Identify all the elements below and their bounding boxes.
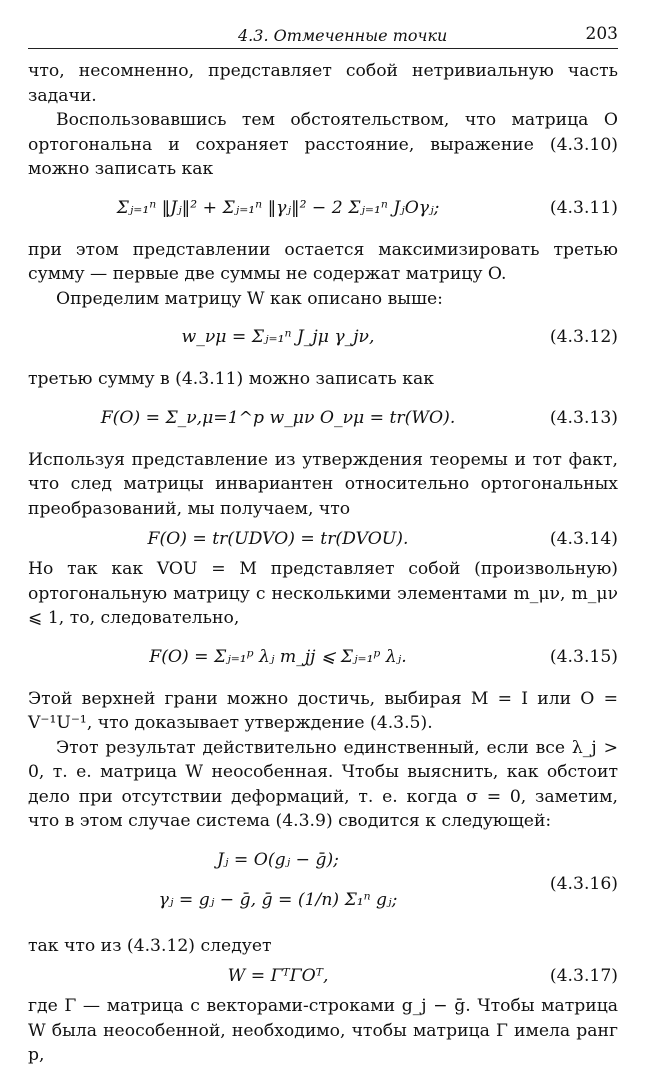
paragraph: Определим матрицу W как описано выше: — [56, 288, 443, 309]
equation-4-3-15 — [28, 633, 618, 685]
equation-4-3-12 — [28, 313, 618, 365]
equation-number: (4.3.14) — [549, 529, 618, 549]
page-body — [28, 59, 618, 1068]
paragraph: где Γ — матрица с векторами-строками g_j − ḡ. Чтобы матрица W была неособенной, необходимо, чтобы матрица Γ имела ранг p, — [28, 996, 618, 1065]
paragraph: Но так как VOU = M представляет собой (произвольную) ортогональную матрицу с несколькими элементами m_μν, m_μν ⩽ 1, то, следовательно, — [28, 559, 618, 628]
paragraph: так что из (4.3.12) следует — [28, 935, 272, 956]
equation-formula — [28, 840, 528, 920]
paragraph: Воспользовавшись тем обстоятельством, что матрица O ортогональна и сохраняет расстояние, выражение (4.3.10) можно записать как — [28, 110, 618, 179]
equation-number: (4.3.17) — [549, 966, 618, 986]
equation-formula: F(O) = Σ_ν,μ=1^p w_μν O_νμ = tr(WO). — [100, 407, 456, 428]
equation-line: γⱼ = gⱼ − ḡ, ḡ = (1/n) Σ₁ⁿ gⱼ; — [158, 889, 398, 910]
paragraph: что, несомненно, представляет собой нетривиальную часть задачи. — [28, 61, 618, 106]
equation-number: (4.3.15) — [549, 646, 618, 667]
equation-formula: w_νμ = Σⱼ₌₁ⁿ J_jμ γ_jν, — [181, 327, 375, 347]
equation-number: (4.3.16) — [549, 873, 618, 894]
equation-line: Jⱼ = O(gⱼ − ḡ); — [217, 849, 339, 870]
equation-4-3-13 — [28, 394, 618, 446]
equation-number: (4.3.13) — [549, 407, 618, 428]
page-number: 203 — [585, 24, 618, 44]
book-page — [28, 22, 618, 1068]
equation-number: (4.3.11) — [549, 197, 618, 218]
equation-formula: W = ΓᵀΓOᵀ, — [227, 966, 329, 986]
equation-number: (4.3.12) — [549, 327, 618, 347]
equation-formula: F(O) = Σⱼ₌₁ᵖ λⱼ m_jj ⩽ Σⱼ₌₁ᵖ λⱼ. — [149, 646, 407, 667]
running-title: 4.3. Отмеченные точки — [238, 26, 448, 45]
equation-formula: F(O) = tr(UDVO) = tr(DVOU). — [147, 529, 409, 549]
equation-formula: Σⱼ₌₁ⁿ ‖Jⱼ‖² + Σⱼ₌₁ⁿ ‖γⱼ‖² − 2 Σⱼ₌₁ⁿ JⱼOγⱼ; — [116, 197, 440, 218]
paragraph: Этот результат действительно единственный, если все λ_j > 0, т. е. матрица W неособенная. Чтобы выяснить, как обстоит дело при отсутствии деформаций, т. е. когда σ = 0, заметим, что в этом случае система (4.3.9) сводится к следующей: — [28, 737, 618, 831]
equation-4-3-17 — [28, 960, 618, 992]
page-header — [28, 22, 618, 49]
paragraph: третью сумму в (4.3.11) можно записать как — [28, 369, 434, 389]
paragraph: Этой верхней грани можно достичь, выбирая M = I или O = V⁻¹U⁻¹, что доказывает утверждение (4.3.5). — [28, 688, 618, 733]
paragraph: Используя представление из утверждения теоремы и тот факт, что след матрицы инвариантен относительно ортогональных преобразований, мы получаем, что — [28, 449, 618, 519]
equation-4-3-16 — [28, 836, 618, 932]
paragraph: при этом представлении остается максимизировать третью сумму — первые две суммы не содержат матрицу O. — [28, 239, 618, 284]
equation-4-3-11 — [28, 184, 618, 236]
equation-4-3-14 — [28, 523, 618, 555]
